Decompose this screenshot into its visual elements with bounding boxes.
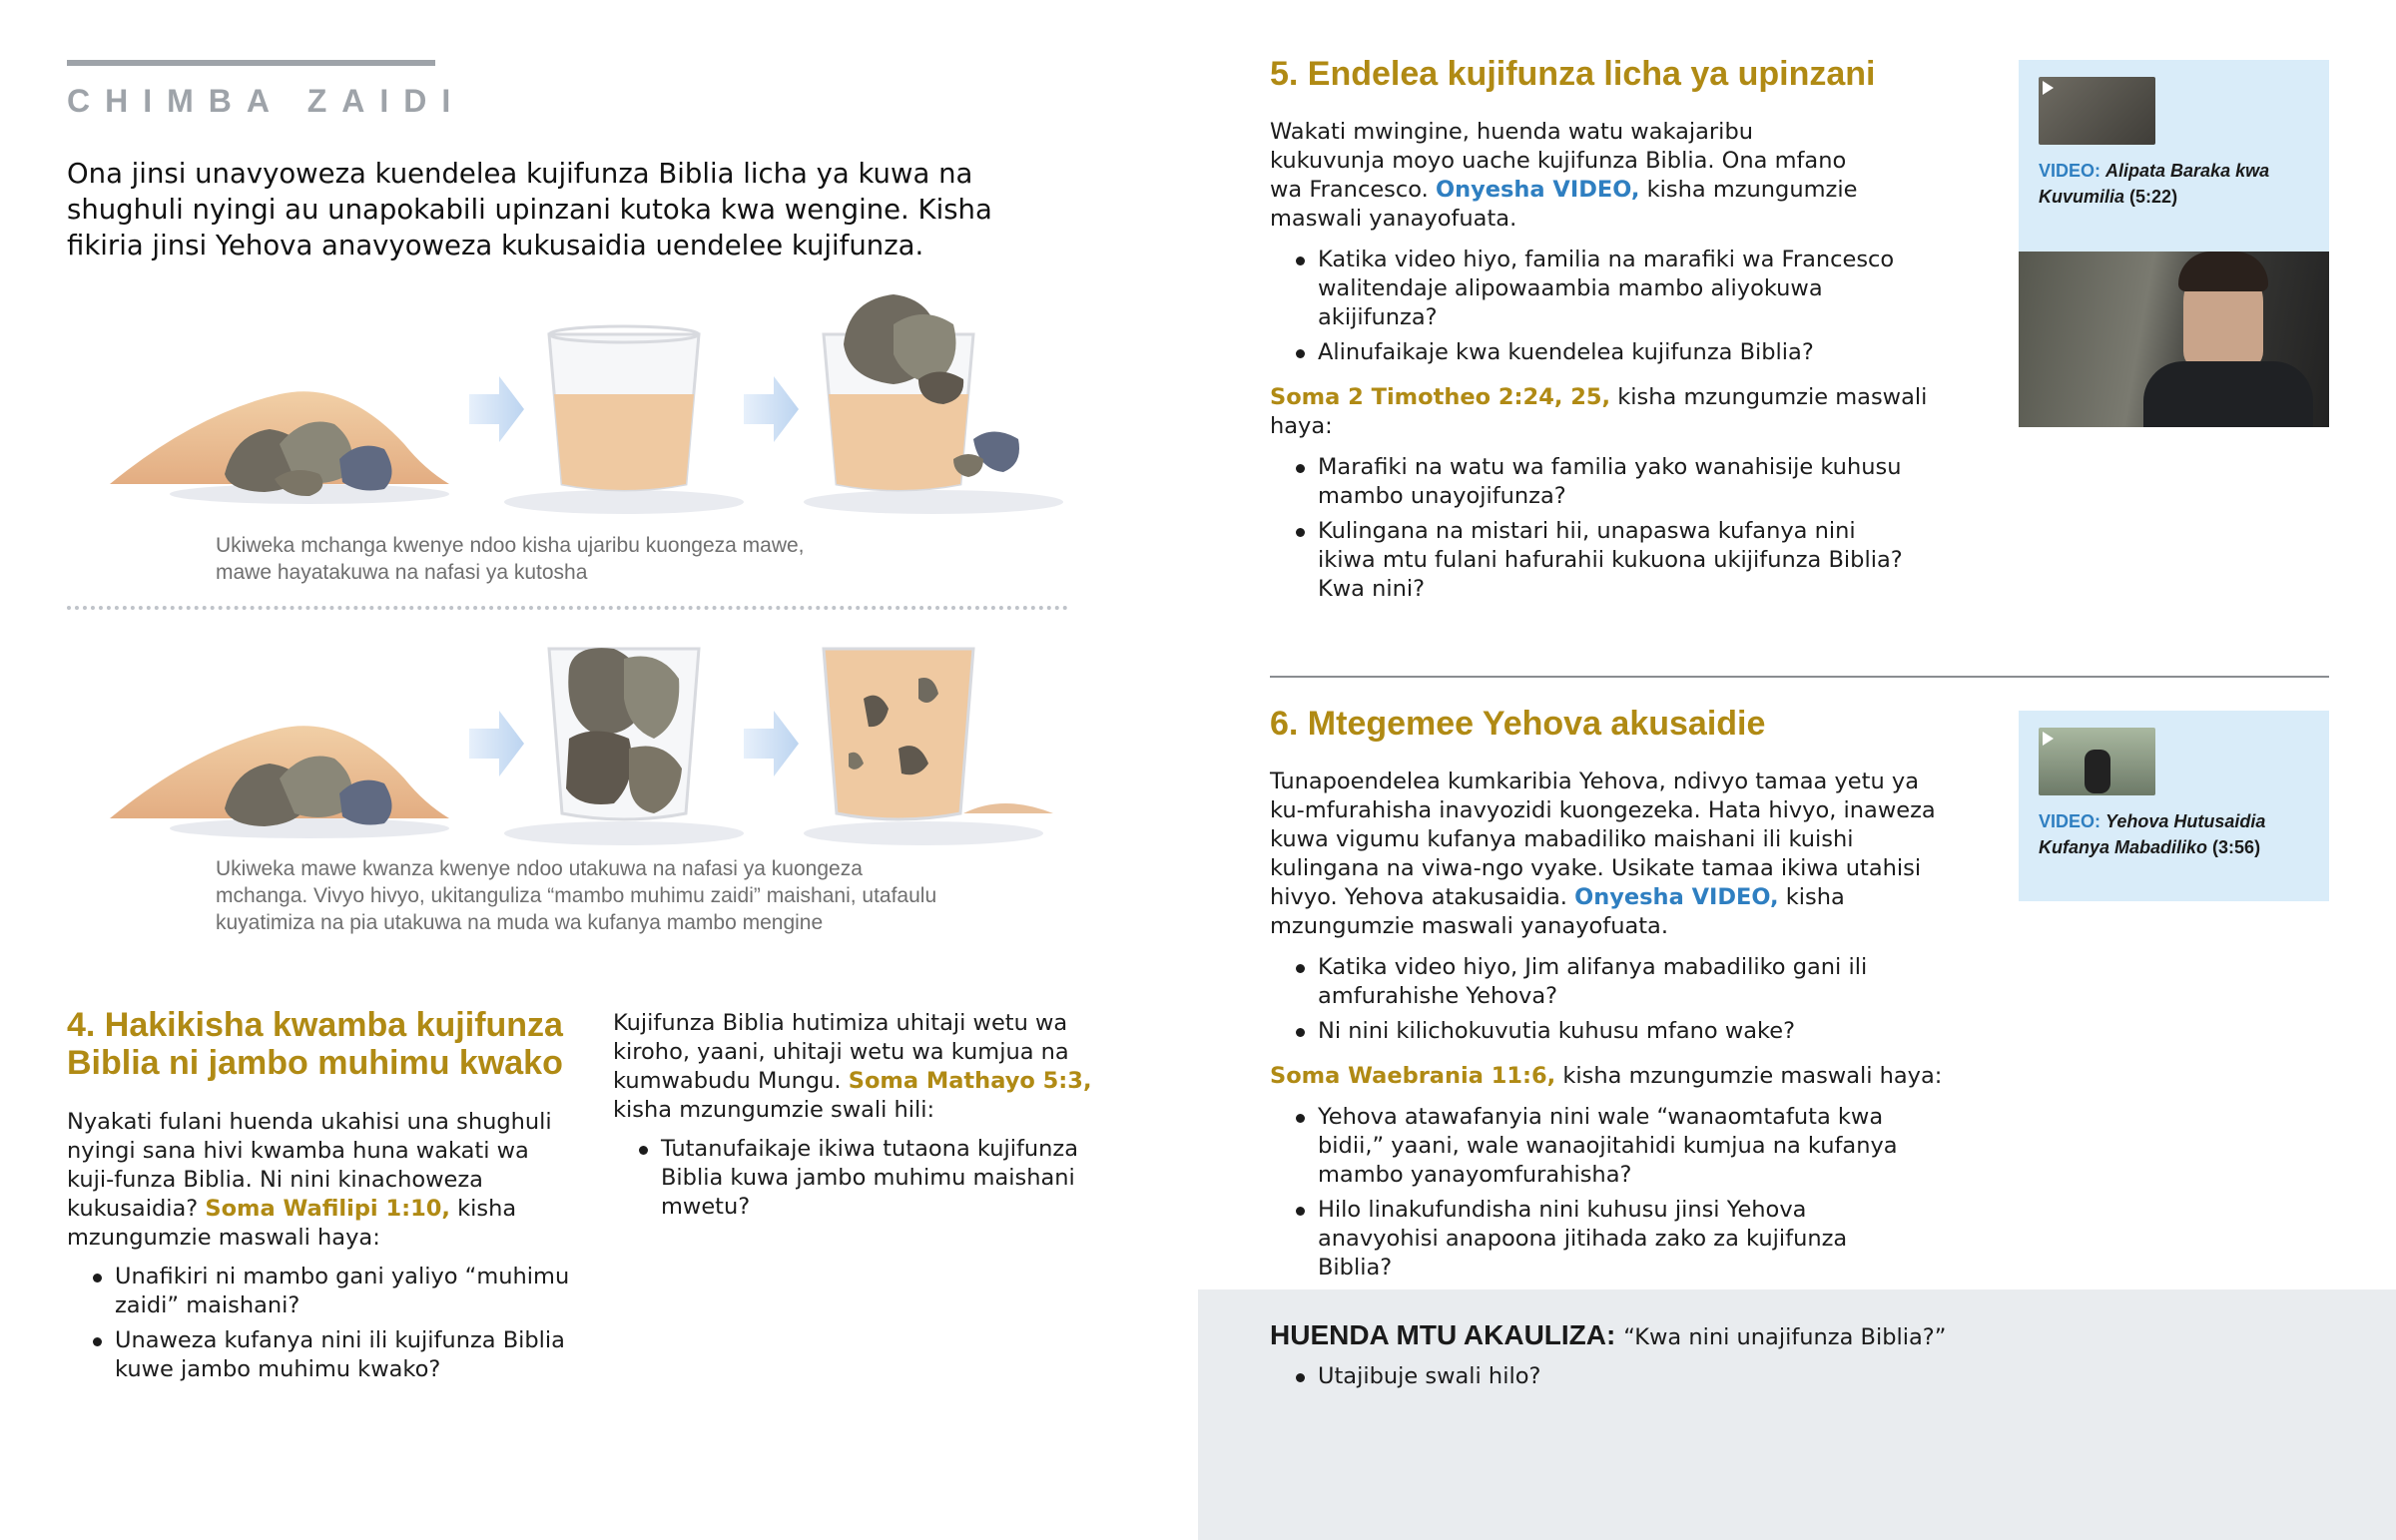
arrow-icon <box>744 711 799 776</box>
question-item: Kulingana na mistari hii, unapaswa kufanya nini ikiwa mtu fulani hafurahii kukuona ukijifunza Biblia? Kwa nini? <box>1270 517 1909 604</box>
section-6-read <box>1270 1062 1959 1091</box>
rocks-first-illustration <box>105 629 1068 848</box>
dotted-divider <box>67 606 1068 610</box>
question-item: Katika video hiyo, Jim alifanya mabadiliko gani ili amfurahishe Yehova? <box>1270 953 1869 1011</box>
section-4-paragraph <box>67 1108 576 1253</box>
question-item: Utajibuje swali hilo? <box>1270 1362 1869 1391</box>
illustration-top-caption: Ukiweka mchanga kwenye ndoo kisha ujaribu kuongeza mawe, mawe hayatakuwa na nafasi ya kutosha <box>216 534 805 584</box>
section-6-paragraph <box>1270 768 1959 941</box>
question-item: Hilo linakufundisha nini kuhusu jinsi Yehova anavyohisi anapoona jitihada zako za kujifunza Biblia? <box>1270 1196 1909 1283</box>
section-6-title: 6. Mtegemee Yehova akusaidie <box>1270 705 1766 743</box>
video-duration: (5:22) <box>2129 187 2178 207</box>
section-label: CHIMBA ZAIDI <box>67 83 466 119</box>
section-6-show-tail: kisha mzungumzie maswali yanayofuata. <box>1270 884 1845 939</box>
arrow-icon <box>469 711 524 776</box>
section-4-questions <box>67 1263 576 1384</box>
section-5-read <box>1270 383 1949 441</box>
section-5-scripture-questions <box>1270 453 1909 604</box>
question-item: Marafiki na watu wa familia yako wanahisije kuhusu mambo unayojifunza? <box>1270 453 1909 511</box>
ask-label: HUENDA MTU AKAULIZA: <box>1270 1319 1616 1350</box>
play-icon <box>2043 81 2054 95</box>
motorcycle-figure <box>2085 750 2110 793</box>
section-6-scripture-questions <box>1270 1103 1909 1283</box>
section-rule <box>67 60 435 66</box>
show-video-link[interactable]: Onyesha VIDEO, <box>1435 177 1640 203</box>
question-item: Unaweza kufanya nini ili kujifunza Biblia kuwe jambo muhimu kwako? <box>67 1326 576 1384</box>
question-item: Unafikiri ni mambo gani yaliyo “muhimu zaidi” maishani? <box>67 1263 576 1320</box>
video-still-image <box>2019 252 2329 427</box>
section-4-column-2 <box>613 1009 1112 1228</box>
section-4-col2-tail: kisha mzungumzie swali hili: <box>613 1097 935 1123</box>
video-thumbnail-small[interactable] <box>2039 77 2155 145</box>
video-label <box>2039 808 2318 860</box>
video-thumbnail-small[interactable] <box>2039 728 2155 795</box>
ask-heading <box>1270 1318 2268 1354</box>
section-5-title: 5. Endelea kujifunza licha ya upinzani <box>1270 55 1876 93</box>
section-5-read-tail: kisha mzungumzie maswali haya: <box>1270 384 1928 439</box>
video-title: Yehova Hutusaidia Kufanya Mabadiliko <box>2039 811 2266 857</box>
illustration-bottom-caption: Ukiweka mawe kwanza kwenye ndoo utakuwa na nafasi ya kuongeza mchanga. Vivyo hivyo, ukitanguliza “mambo muhimu zaidi” maishani, utafaulu kuyatimiza na pia utakuwa na muda wa kufanya mambo mengine <box>216 857 937 934</box>
section-4-body <box>67 1108 576 1390</box>
video-card-alipata-baraka[interactable] <box>2019 60 2329 427</box>
show-video-link[interactable]: Onyesha VIDEO, <box>1574 884 1779 910</box>
video-card-yehova-hutusaidia[interactable] <box>2019 711 2329 901</box>
play-icon <box>2043 732 2054 746</box>
question-item: Katika video hiyo, familia na marafiki wa Francesco walitendaje alipowaambia mambo aliyokuwa akijifunza? <box>1270 246 1909 332</box>
section-6-para-text: Tunapoendelea kumkaribia Yehova, ndivyo tamaa yetu ya ku-mfurahisha inavyozidi kuongezeka. Hata hivyo, inaweza kuwa vigumu kufanya mabadiliko maishani ili kuishi kulingana na viwa-ngo vyake. Usikate tamaa ikiwa utahisi hivyo. Yehova atakusaidia. <box>1270 769 1936 910</box>
section-6-read-tail: kisha mzungumzie maswali haya: <box>1562 1063 1943 1089</box>
intro-paragraph: Ona jinsi unavyoweza kuendelea kujifunza Biblia licha ya kuwa na shughuli nyingi au unapokabili upinzani kutoka kwa wengine. Kisha fikiria jinsi Yehova anavyoweza kukusaidia uendelee kujifunza. <box>67 158 992 261</box>
question-item: Alinufaikaje kwa kuendelea kujifunza Biblia? <box>1270 338 1909 367</box>
video-title: Alipata Baraka kwa Kuvumilia <box>2039 161 2270 207</box>
section-4-read-tail: kisha mzungumzie maswali haya: <box>67 1196 517 1251</box>
cup-overflowing-rocks <box>804 294 1063 514</box>
section-5-video-questions <box>1270 246 1909 367</box>
sand-first-illustration <box>105 284 1068 524</box>
video-prefix: VIDEO: <box>2039 161 2101 181</box>
section-6-video-questions <box>1270 953 1869 1046</box>
section-4-col2-paragraph <box>613 1009 1112 1125</box>
section-4-col2-questions <box>613 1135 1112 1222</box>
scripture-link-mathayo[interactable]: Soma Mathayo 5:3, <box>848 1068 1092 1094</box>
person-hair <box>2178 252 2268 291</box>
scripture-link-wafilipi[interactable]: Soma Wafilipi 1:10, <box>205 1196 450 1222</box>
section-5-paragraph <box>1270 118 1869 234</box>
cup-with-sand <box>504 326 744 514</box>
ask-bullets <box>1270 1362 1869 1397</box>
video-label <box>2039 158 2308 210</box>
ask-question: “Kwa nini unajifunza Biblia?” <box>1623 1324 1947 1350</box>
video-prefix: VIDEO: <box>2039 811 2101 831</box>
question-item: Ni nini kilichokuvutia kuhusu mfano wake? <box>1270 1017 1869 1046</box>
person-jacket <box>2143 361 2313 427</box>
section-4-para-text: Nyakati fulani huenda ukahisi una shughuli nyingi sana hivi kwamba huna wakati wa kuji-funza Biblia. Ni nini kinachoweza kukusaidia? <box>67 1109 552 1222</box>
section-6-body <box>1270 768 1959 1288</box>
section-5-show-tail: kisha mzungumzie maswali yanayofuata. <box>1270 177 1858 232</box>
section-divider <box>1270 676 2329 678</box>
arrow-icon <box>744 376 799 442</box>
section-4-col2-text: Kujifunza Biblia hutimiza uhitaji wetu wa kiroho, yaani, uhitaji wetu wa kumjua na kumwabudu Mungu. <box>613 1010 1069 1094</box>
question-item: Tutanufaikaje ikiwa tutaona kujifunza Biblia kuwa jambo muhimu maishani mwetu? <box>613 1135 1112 1222</box>
scripture-link-timotheo[interactable]: Soma 2 Timotheo 2:24, 25, <box>1270 384 1611 410</box>
section-5-para-text: Wakati mwingine, huenda watu wakajaribu kukuvunja moyo uache kujifunza Biblia. Ona mfano wa Francesco. <box>1270 119 1847 203</box>
video-duration: (3:56) <box>2212 837 2261 857</box>
section-5-body <box>1270 118 1949 610</box>
section-4-title: 4. Hakikisha kwamba kujifunza Biblia ni jambo muhimu kwako <box>67 1006 563 1082</box>
scripture-link-waebrania[interactable]: Soma Waebrania 11:6, <box>1270 1063 1556 1089</box>
arrow-icon <box>469 376 524 442</box>
ask-box <box>1198 1289 2396 1540</box>
question-item: Yehova atawafanyia nini wale “wanaomtafuta kwa bidii,” yaani, wale wanaojitahidi kumjua na kufanya mambo yanayomfurahisha? <box>1270 1103 1909 1190</box>
